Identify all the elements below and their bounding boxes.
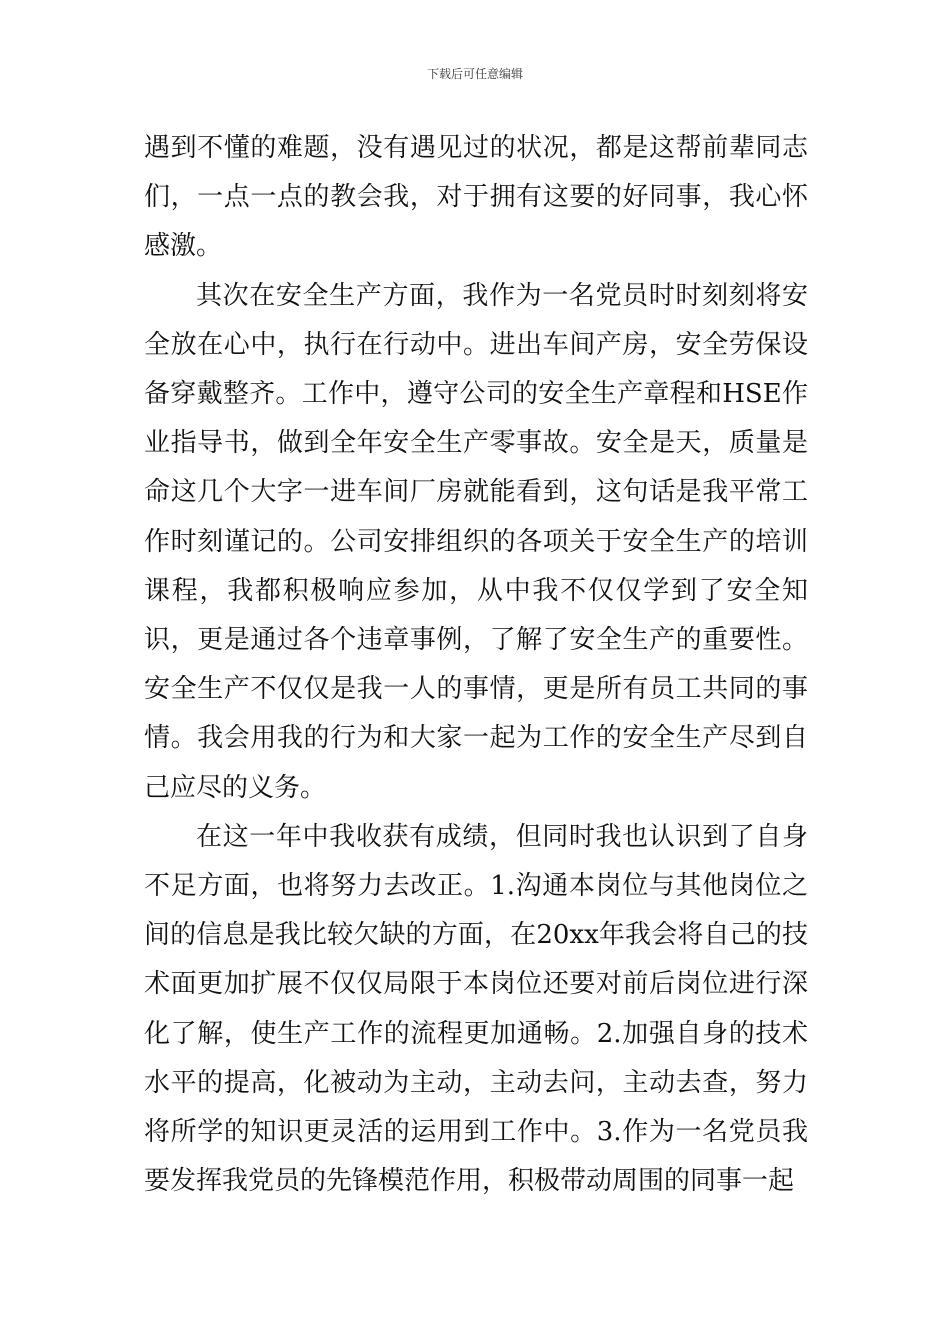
paragraph-safety-production: 其次在安全生产方面，我作为一名党员时时刻刻将安全放在心中，执行在行动中。进出车间产房，安全劳保设备穿戴整齐。工作中，遵守公司的安全生产章程和HSE作业指导书，做到全年安全生产零事故。安全是天，质量是命这几个大字一进车间厂房就能看到，这句话是我平常工作时刻谨记的。公司安排组织的各项关于安全生产的培训课程，我都积极响应参加，从中我不仅仅学到了安全知识，更是通过各个违章事例，了解了安全生产的重要性。安全生产不仅仅是我一人的事情，更是所有员工共同的事情。我会用我的行为和大家一起为工作的安全生产尽到自己应尽的义务。 <box>144 280 808 803</box>
header-note: 下载后可任意编辑 <box>426 67 523 81</box>
paragraph-continuation: 遇到不懂的难题，没有遇见过的状况，都是这帮前辈同志们，一点一点的教会我，对于拥有这要的好同事，我心怀感激。 <box>144 133 808 262</box>
document-body <box>144 124 808 1206</box>
paragraph-improvements: 在这一年中我收获有成绩，但同时我也认识到了自身不足方面，也将努力去改正。1.沟通本岗位与其他岗位之间的信息是我比较欠缺的方面，在20xx年我会将自己的技术面更加扩展不仅仅局限于本岗位还要对前后岗位进行深化了解，使生产工作的流程更加通畅。2.加强自身的技术水平的提高，化被动为主动，主动去问，主动去查，努力将所学的知识更灵活的运用到工作中。3.作为一名党员我要发挥我党员的先锋模范作用，积极带动周围的同事一起 <box>144 821 808 1197</box>
